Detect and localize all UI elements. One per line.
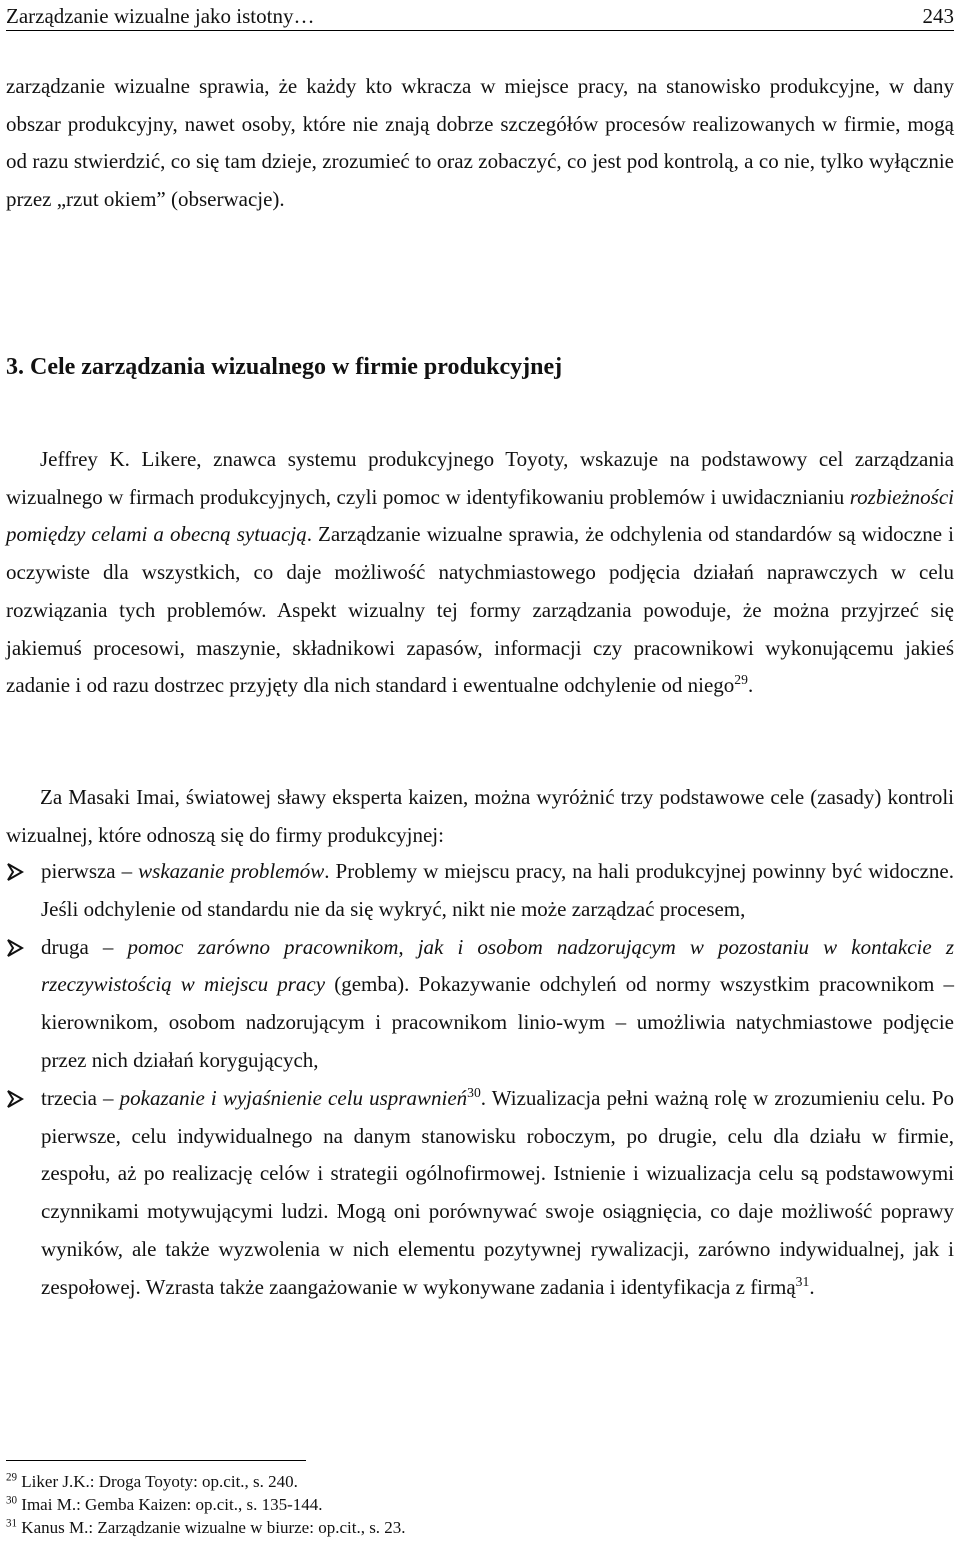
footnote-ref[interactable]: 30 — [467, 1084, 481, 1100]
paragraph-text: . Zarządzanie wizualne sprawia, że odchylenia od standardów są widoczne i oczywiste dla wszystkich, co daje możliwość natychmiastowego podjęcia działań naprawczych w celu rozwiązania tych problemów. Aspekt wizualny tej formy zarządzania powoduje, że można przyjrzeć się jakiemuś procesowi, maszynie, składnikowi zapasów, informacji czy pracownikowi wykonującemu jakieś zadanie i od razu dostrzec przyjęty dla nich standard i ewentualne odchylenie od niego — [6, 522, 954, 698]
paragraph-end: . — [747, 673, 754, 698]
paragraph-italic: rozbieżności pomiędzy celami a obecną sytuacją — [6, 484, 954, 547]
running-header — [6, 2, 954, 31]
list-item — [6, 853, 954, 929]
footnote-text: Imai M.: Gemba Kaizen: op.cit., s. 135-144. — [17, 1495, 323, 1514]
page-number: 243 — [922, 4, 954, 28]
list-lead: druga – — [41, 934, 128, 959]
section-heading: 3. Cele zarządzania wizualnego w firmie produkcyjnej — [6, 354, 563, 380]
paragraph-likere — [6, 441, 954, 705]
footnotes — [6, 1470, 954, 1539]
list-text: . Wizualizacja pełni ważną rolę w zrozumieniu celu. Po pierwsze, celu indywidualnego na danym stanowisku roboczym, po drugie, celu dla działu w firmie, zespołu, aż po realizację celów i strategii ogólnofirmowej. Istnienie i wizualizacja celu są podstawowymi czynnikami motywującymi ludzi. Mogą oni porównywać swoje osiągnięcia, co daje możliwość poprawy wyników, ale także wyzwolenia w nich elementu pozytywnej rywalizacji, zarówno indywidualnej, jak i zespołowej. Wzrasta także zaangażowanie w wykonywane zadania i identyfikacja z firmą — [41, 1085, 954, 1299]
footnote-number: 31 — [6, 1517, 18, 1530]
arrow-bullet-icon — [6, 863, 24, 881]
list-italic: wskazanie problemów — [138, 859, 325, 883]
running-title: Zarządzanie wizualne jako istotny… — [6, 4, 315, 28]
footnote-text: Liker J.K.: Droga Toyoty: op.cit., s. 240. — [17, 1472, 298, 1491]
list-item — [6, 929, 954, 1080]
list-italic: pomoc zarówno pracownikom, jak i osobom nadzorującym w pozostaniu w kontakcie z rzeczywistością w miejscu pracy — [41, 934, 954, 997]
principles-list — [6, 853, 954, 1307]
list-lead: pierwsza – — [41, 859, 139, 883]
intro-paragraph: zarządzanie wizualne sprawia, że każdy kto wkracza w miejsce pracy, na stanowisko produkcyjne, w dany obszar produkcyjny, nawet osoby, które nie znają dobrze szczegółów procesów realizowanych w firmie, mogą od razu stwierdzić, co się tam dzieje, zrozumieć to oraz zobaczyć, co jest pod kontrolą, a co nie, tylko wyłącznie przez „rzut okiem” (obserwacje). — [6, 74, 954, 211]
footnote — [6, 1516, 954, 1539]
footnote-separator — [6, 1460, 306, 1461]
footnote — [6, 1493, 954, 1516]
arrow-bullet-icon — [6, 939, 24, 957]
footnote-number: 29 — [6, 1471, 18, 1484]
list-item — [6, 1080, 954, 1307]
list-lead: trzecia – — [41, 1085, 120, 1110]
footnote-ref[interactable]: 29 — [734, 672, 748, 688]
list-text: . Problemy w miejscu pracy, na hali produkcyjnej powinny być widoczne. Jeśli odchylenie od standardu nie da się wykryć, nikt nie może zarządzać procesem, — [41, 859, 954, 921]
list-italic: pokazanie i wyjaśnienie celu usprawnień — [119, 1085, 468, 1110]
list-end: . — [809, 1274, 815, 1299]
paragraph-text: Jeffrey K. Likere, znawca systemu produkcyjnego Toyoty, wskazuje na podstawowy cel zarządzania wizualnego w firmach produkcyjnych, czyli pomoc w identyfikowaniu problemów i uwidacznianiu — [6, 447, 954, 509]
paragraph-imai: Za Masaki Imai, światowej sławy eksperta kaizen, można wyróżnić trzy podstawowe cele (zasady) kontroli wizualnej, które odnoszą się do firmy produkcyjnej: — [6, 785, 954, 847]
list-text: (gemba). Pokazywanie odchyleń od normy wszystkim pracownikom – kierownikom, osobom nadzorującym i pracownikom linio-wym – umożliwia natychmiastowe podjęcie przez nich działań korygujących, — [41, 972, 954, 1072]
footnote-number: 30 — [6, 1494, 18, 1507]
footnote-text: Kanus M.: Zarządzanie wizualne w biurze: op.cit., s. 23. — [17, 1518, 406, 1537]
footnote-ref[interactable]: 31 — [795, 1273, 810, 1289]
arrow-bullet-icon — [6, 1090, 24, 1108]
footnote — [6, 1470, 954, 1493]
